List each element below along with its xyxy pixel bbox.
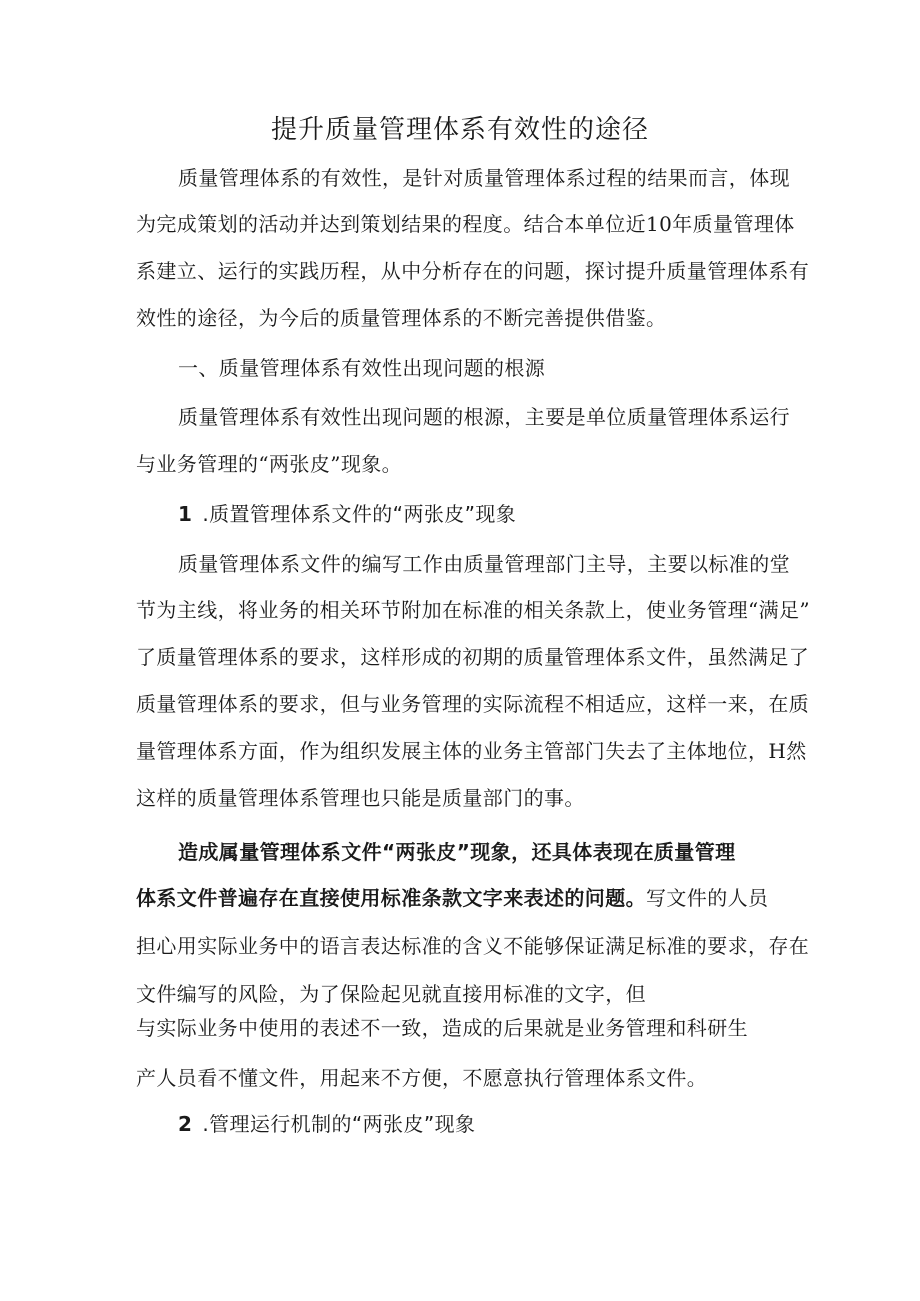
section-1-line-2: 与业务管理的“两张皮”现象。 [136,452,403,476]
subsection-1-line-5: 量管理体系方面，作为组织发展主体的业务主管部门失去了主体地位，H然 [136,739,807,763]
section-1-heading: 一、质量管理体系有效性出现问题的根源 [178,356,546,380]
subsection-1-line-6: 这样的质量管理体系管理也只能是质量部门的事。 [136,786,585,810]
subsection-2-heading [178,1112,475,1136]
subsection-1-line-4: 质量管理体系的要求，但与业务管理的实际流程不相适应，这样一来，在质 [136,692,810,716]
paragraph-2-line-4: 文件编写的风险，为了保险起见就直接用标准的文字，但 [136,982,646,1006]
subsection-1-heading [178,502,516,526]
subsection-1-number: 1 [178,502,193,526]
paragraph-2-regular-text: 写文件的人员 [646,886,769,910]
subsection-1-line-1: 质量管理体系文件的编写工作由质量管理部门主导，主要以标准的堂 [178,552,790,576]
intro-line-2: 为完成策划的活动并达到策划结果的程度。结合本单位近10年质量管理体 [136,212,795,236]
paragraph-2-line-2 [136,886,768,910]
paragraph-2-line-1: 造成属量管理体系文件“两张皮”现象，还具体表现在质量管理 [178,840,736,864]
subsection-2-number: 2 [178,1112,193,1136]
intro-line-1: 质量管理体系的有效性，是针对质量管理体系过程的结果而言，体现 [178,166,790,190]
subsection-1-title: .质置管理体系文件的“两张皮”现象 [202,502,517,526]
paragraph-2-line-6: 产人员看不懂文件，用起来不方便，不愿意执行管理体系文件。 [136,1066,708,1090]
section-1-line-1: 质量管理体系有效性出现问题的根源，主要是单位质量管理体系运行 [178,405,790,429]
subsection-1-line-2: 节为主线，将业务的相关环节附加在标准的相关条款上，使业务管理“满足” [136,598,811,622]
paragraph-2-line-3: 担心用实际业务中的语言表达标准的含义不能够保证满足标准的要求，存在 [136,934,810,958]
paragraph-2-line-5: 与实际业务中使用的表述不一致，造成的后果就是业务管理和科研生 [136,1016,748,1040]
document-title: 提升质量管理体系有效性的途径 [270,115,649,145]
subsection-2-title: .管理运行机制的“两张皮”现象 [202,1112,476,1136]
subsection-1-line-3: 了质量管理体系的要求，这样形成的初期的质量管理体系文件，虽然满足了 [136,645,810,669]
intro-line-3: 系建立、运行的实践历程，从中分析存在的问题，探讨提升质量管理体系有 [136,259,810,283]
intro-line-4: 效性的途径，为今后的质量管理体系的不断完善提供借鉴。 [136,306,667,330]
paragraph-2-bold-text: 体系文件普遍存在直接使用标准条款文字来表述的问题。 [136,886,646,910]
